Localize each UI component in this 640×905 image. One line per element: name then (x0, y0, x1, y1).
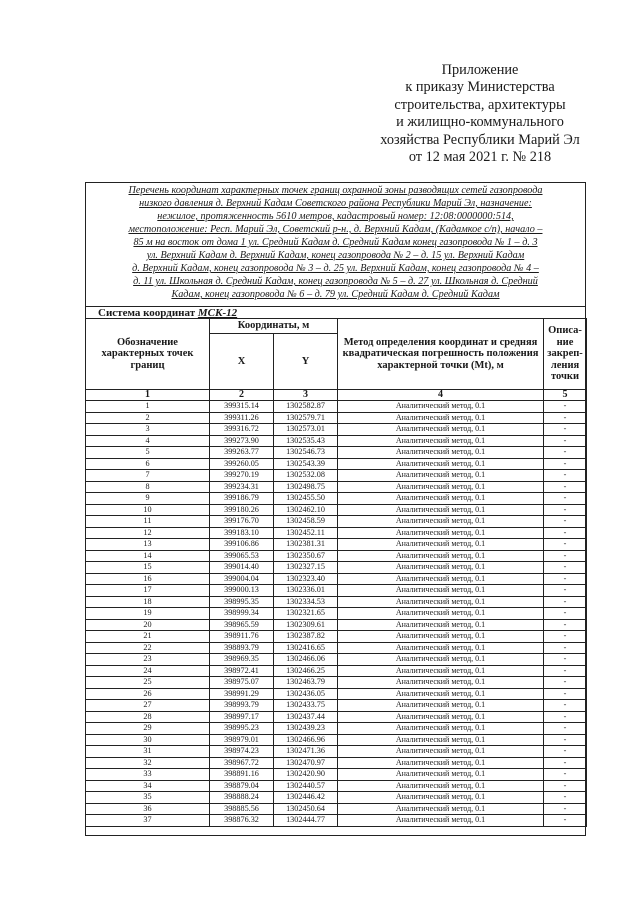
y-coordinate: 1302334.53 (274, 596, 338, 608)
table-row (86, 596, 587, 608)
fixing-description: - (544, 780, 587, 792)
x-coordinate: 399180.26 (210, 504, 274, 516)
fixing-description: - (544, 746, 587, 758)
y-coordinate: 1302446.42 (274, 792, 338, 804)
point-number: 32 (86, 757, 210, 769)
y-coordinate: 1302466.06 (274, 654, 338, 666)
y-coordinate: 1302387.82 (274, 631, 338, 643)
y-coordinate: 1302350.67 (274, 550, 338, 562)
column-number: 5 (544, 390, 587, 401)
method-text: Аналитический метод, 0.1 (338, 734, 544, 746)
caption-line: 85 м на восток от дома 1 ул. Средний Кадам д. Средний Кадам конец газопровода № 1 – д. 3 (133, 237, 538, 248)
fixing-description: - (544, 539, 587, 551)
method-text: Аналитический метод, 0.1 (338, 539, 544, 551)
y-coordinate: 1302498.75 (274, 481, 338, 493)
method-text: Аналитический метод, 0.1 (338, 447, 544, 459)
table-row (86, 470, 587, 482)
method-text: Аналитический метод, 0.1 (338, 792, 544, 804)
point-number: 11 (86, 516, 210, 528)
caption-line: местоположение: Респ. Марий Эл, Советский р-н., д. Верхний Кадам, (Кадамкое с/п), начало – (128, 224, 543, 235)
point-number: 5 (86, 447, 210, 459)
coordinate-system-value: МСК-12 (197, 307, 238, 319)
method-text: Аналитический метод, 0.1 (338, 550, 544, 562)
method-text: Аналитический метод, 0.1 (338, 711, 544, 723)
header-y: Y (274, 334, 338, 390)
method-text: Аналитический метод, 0.1 (338, 585, 544, 597)
x-coordinate: 398891.16 (210, 769, 274, 781)
table-row (86, 792, 587, 804)
y-coordinate: 1302450.64 (274, 803, 338, 815)
x-coordinate: 399106.86 (210, 539, 274, 551)
method-text: Аналитический метод, 0.1 (338, 470, 544, 482)
table-row (86, 711, 587, 723)
point-number: 7 (86, 470, 210, 482)
y-coordinate: 1302455.50 (274, 493, 338, 505)
fixing-description: - (544, 631, 587, 643)
x-coordinate: 399065.53 (210, 550, 274, 562)
point-number: 8 (86, 481, 210, 493)
method-text: Аналитический метод, 0.1 (338, 780, 544, 792)
y-coordinate: 1302462.10 (274, 504, 338, 516)
method-text: Аналитический метод, 0.1 (338, 723, 544, 735)
y-coordinate: 1302463.79 (274, 677, 338, 689)
fixing-description: - (544, 642, 587, 654)
table-row (86, 757, 587, 769)
method-text: Аналитический метод, 0.1 (338, 493, 544, 505)
method-text: Аналитический метод, 0.1 (338, 700, 544, 712)
x-coordinate: 399183.10 (210, 527, 274, 539)
point-number: 9 (86, 493, 210, 505)
x-coordinate: 398911.76 (210, 631, 274, 643)
fixing-description: - (544, 608, 587, 620)
table-row (86, 769, 587, 781)
fixing-description: - (544, 815, 587, 827)
y-coordinate: 1302546.73 (274, 447, 338, 459)
x-coordinate: 398969.35 (210, 654, 274, 666)
method-text: Аналитический метод, 0.1 (338, 562, 544, 574)
fixing-description: - (544, 401, 587, 413)
method-text: Аналитический метод, 0.1 (338, 458, 544, 470)
header-line: к приказу Министерства (405, 79, 555, 96)
coordinates-table (85, 318, 587, 827)
point-number: 19 (86, 608, 210, 620)
point-number: 28 (86, 711, 210, 723)
y-coordinate: 1302437.44 (274, 711, 338, 723)
x-coordinate: 398965.59 (210, 619, 274, 631)
y-coordinate: 1302416.65 (274, 642, 338, 654)
point-number: 4 (86, 435, 210, 447)
y-coordinate: 1302470.97 (274, 757, 338, 769)
x-coordinate: 398999.34 (210, 608, 274, 620)
x-coordinate: 398967.72 (210, 757, 274, 769)
x-coordinate: 399234.31 (210, 481, 274, 493)
table-row (86, 585, 587, 597)
y-coordinate: 1302321.65 (274, 608, 338, 620)
point-number: 21 (86, 631, 210, 643)
table-row (86, 481, 587, 493)
y-coordinate: 1302444.77 (274, 815, 338, 827)
fixing-description: - (544, 654, 587, 666)
x-coordinate: 399311.26 (210, 412, 274, 424)
point-number: 33 (86, 769, 210, 781)
table-row (86, 458, 587, 470)
fixing-description: - (544, 493, 587, 505)
caption-line: ул. Верхний Кадам д. Верхний Кадам, конец газопровода № 2 – д. 15 ул. Верхний Кадам (146, 250, 525, 261)
x-coordinate: 398876.32 (210, 815, 274, 827)
method-text: Аналитический метод, 0.1 (338, 435, 544, 447)
method-text: Аналитический метод, 0.1 (338, 746, 544, 758)
appendix-header (355, 62, 605, 166)
table-row (86, 815, 587, 827)
table-row (86, 516, 587, 528)
point-number: 20 (86, 619, 210, 631)
point-number: 6 (86, 458, 210, 470)
table-row (86, 412, 587, 424)
table-row (86, 573, 587, 585)
x-coordinate: 398979.01 (210, 734, 274, 746)
table-row (86, 539, 587, 551)
fixing-description: - (544, 711, 587, 723)
caption-line: д. Верхний Кадам, конец газопровода № 3 – д. 25 ул. Верхний Кадам, конец газопровода № 4 – (132, 263, 539, 274)
table-row (86, 631, 587, 643)
fixing-description: - (544, 470, 587, 482)
method-text: Аналитический метод, 0.1 (338, 631, 544, 643)
point-number: 35 (86, 792, 210, 804)
header-line: хозяйства Республики Марий Эл (380, 131, 580, 148)
y-coordinate: 1302439.23 (274, 723, 338, 735)
x-coordinate: 398888.24 (210, 792, 274, 804)
x-coordinate: 399000.13 (210, 585, 274, 597)
column-number: 1 (86, 390, 210, 401)
y-coordinate: 1302582.87 (274, 401, 338, 413)
table-row (86, 780, 587, 792)
method-text: Аналитический метод, 0.1 (338, 688, 544, 700)
y-coordinate: 1302323.40 (274, 573, 338, 585)
point-number: 17 (86, 585, 210, 597)
method-text: Аналитический метод, 0.1 (338, 642, 544, 654)
x-coordinate: 398972.41 (210, 665, 274, 677)
point-number: 2 (86, 412, 210, 424)
x-coordinate: 399014.40 (210, 562, 274, 574)
x-coordinate: 399176.70 (210, 516, 274, 528)
point-number: 16 (86, 573, 210, 585)
table-row (86, 665, 587, 677)
y-coordinate: 1302466.25 (274, 665, 338, 677)
point-number: 22 (86, 642, 210, 654)
header-line: строительства, архитектуры (394, 96, 566, 113)
point-number: 24 (86, 665, 210, 677)
method-text: Аналитический метод, 0.1 (338, 769, 544, 781)
fixing-description: - (544, 677, 587, 689)
table-row (86, 734, 587, 746)
point-number: 29 (86, 723, 210, 735)
point-number: 26 (86, 688, 210, 700)
point-number: 34 (86, 780, 210, 792)
method-text: Аналитический метод, 0.1 (338, 757, 544, 769)
method-text: Аналитический метод, 0.1 (338, 516, 544, 528)
y-coordinate: 1302433.75 (274, 700, 338, 712)
fixing-description: - (544, 435, 587, 447)
fixing-description: - (544, 803, 587, 815)
table-row (86, 803, 587, 815)
point-number: 30 (86, 734, 210, 746)
x-coordinate: 399316.72 (210, 424, 274, 436)
x-coordinate: 399004.04 (210, 573, 274, 585)
table-row (86, 688, 587, 700)
table-row (86, 504, 587, 516)
y-coordinate: 1302440.57 (274, 780, 338, 792)
fixing-description: - (544, 769, 587, 781)
caption-line: низкого давления д. Верхний Кадам Советского района Республики Марий Эл, назначение: (139, 198, 532, 209)
header-line: Приложение (441, 62, 519, 78)
table-row (86, 642, 587, 654)
caption-line: Кадам, конец газопровода № 6 – д. 79 ул. Средний Кадам д. Средний Кадам (171, 289, 500, 300)
point-number: 36 (86, 803, 210, 815)
x-coordinate: 398974.23 (210, 746, 274, 758)
x-coordinate: 399260.05 (210, 458, 274, 470)
point-number: 10 (86, 504, 210, 516)
coordinate-system (86, 306, 585, 318)
caption-line: д. 11 ул. Школьная д. Средний Кадам, конец газопровода № 5 – д. 27 ул. Школьная д. Средний (133, 276, 538, 287)
point-number: 1 (86, 401, 210, 413)
fixing-description: - (544, 481, 587, 493)
table-row (86, 493, 587, 505)
table-row (86, 401, 587, 413)
caption-line: нежилое, протяженность 5610 метров, кадастровый номер: 12:08:0000000:514, (157, 211, 514, 222)
table-caption (86, 184, 585, 301)
x-coordinate: 398975.07 (210, 677, 274, 689)
header-line: и жилищно-коммунального (396, 114, 564, 131)
coordinate-system-label: Система координат (98, 307, 198, 319)
header-line: от 12 мая 2021 г. № 218 (408, 149, 552, 166)
fixing-description: - (544, 585, 587, 597)
x-coordinate: 398879.04 (210, 780, 274, 792)
table-row (86, 677, 587, 689)
fixing-description: - (544, 447, 587, 459)
x-coordinate: 399273.90 (210, 435, 274, 447)
point-number: 12 (86, 527, 210, 539)
point-number: 25 (86, 677, 210, 689)
x-coordinate: 399270.19 (210, 470, 274, 482)
x-coordinate: 398995.35 (210, 596, 274, 608)
y-coordinate: 1302535.43 (274, 435, 338, 447)
y-coordinate: 1302327.15 (274, 562, 338, 574)
header-coordinates: Координаты, м (210, 319, 338, 334)
method-text: Аналитический метод, 0.1 (338, 654, 544, 666)
fixing-description: - (544, 734, 587, 746)
column-number: 4 (338, 390, 544, 401)
method-text: Аналитический метод, 0.1 (338, 424, 544, 436)
table-row (86, 723, 587, 735)
point-number: 27 (86, 700, 210, 712)
table-row (86, 562, 587, 574)
fixing-description: - (544, 550, 587, 562)
table-row (86, 619, 587, 631)
fixing-description: - (544, 688, 587, 700)
column-number: 2 (210, 390, 274, 401)
method-text: Аналитический метод, 0.1 (338, 608, 544, 620)
method-text: Аналитический метод, 0.1 (338, 573, 544, 585)
header-x: X (210, 334, 274, 390)
header-designation: Обозначение характерных точек границ (86, 319, 210, 390)
method-text: Аналитический метод, 0.1 (338, 401, 544, 413)
point-number: 3 (86, 424, 210, 436)
x-coordinate: 398885.56 (210, 803, 274, 815)
x-coordinate: 398993.79 (210, 700, 274, 712)
caption-line: Перечень координат характерных точек границ охранной зоны разводящих сетей газопровода (128, 185, 543, 196)
y-coordinate: 1302309.61 (274, 619, 338, 631)
fixing-description: - (544, 458, 587, 470)
fixing-description: - (544, 516, 587, 528)
method-text: Аналитический метод, 0.1 (338, 815, 544, 827)
y-coordinate: 1302466.96 (274, 734, 338, 746)
table-row (86, 746, 587, 758)
table-row (86, 527, 587, 539)
x-coordinate: 398995.23 (210, 723, 274, 735)
table-body (86, 401, 587, 827)
method-text: Аналитический метод, 0.1 (338, 527, 544, 539)
y-coordinate: 1302336.01 (274, 585, 338, 597)
fixing-description: - (544, 700, 587, 712)
y-coordinate: 1302420.90 (274, 769, 338, 781)
fixing-description: - (544, 412, 587, 424)
fixing-description: - (544, 757, 587, 769)
point-number: 31 (86, 746, 210, 758)
header-description: Описа-ние закреп-ления точки (544, 319, 587, 390)
fixing-description: - (544, 619, 587, 631)
point-number: 37 (86, 815, 210, 827)
y-coordinate: 1302452.11 (274, 527, 338, 539)
x-coordinate: 399263.77 (210, 447, 274, 459)
fixing-description: - (544, 573, 587, 585)
y-coordinate: 1302381.31 (274, 539, 338, 551)
fixing-description: - (544, 562, 587, 574)
y-coordinate: 1302532.08 (274, 470, 338, 482)
x-coordinate: 398991.29 (210, 688, 274, 700)
column-number: 3 (274, 390, 338, 401)
method-text: Аналитический метод, 0.1 (338, 619, 544, 631)
x-coordinate: 399315.14 (210, 401, 274, 413)
point-number: 15 (86, 562, 210, 574)
x-coordinate: 398893.79 (210, 642, 274, 654)
fixing-description: - (544, 424, 587, 436)
fixing-description: - (544, 792, 587, 804)
fixing-description: - (544, 723, 587, 735)
y-coordinate: 1302458.59 (274, 516, 338, 528)
y-coordinate: 1302543.39 (274, 458, 338, 470)
fixing-description: - (544, 504, 587, 516)
method-text: Аналитический метод, 0.1 (338, 596, 544, 608)
method-text: Аналитический метод, 0.1 (338, 677, 544, 689)
fixing-description: - (544, 665, 587, 677)
method-text: Аналитический метод, 0.1 (338, 803, 544, 815)
fixing-description: - (544, 527, 587, 539)
y-coordinate: 1302471.36 (274, 746, 338, 758)
table-row (86, 608, 587, 620)
table-row (86, 654, 587, 666)
point-number: 14 (86, 550, 210, 562)
method-text: Аналитический метод, 0.1 (338, 481, 544, 493)
table-row (86, 435, 587, 447)
method-text: Аналитический метод, 0.1 (338, 504, 544, 516)
y-coordinate: 1302436.05 (274, 688, 338, 700)
table-row (86, 424, 587, 436)
table-row (86, 550, 587, 562)
table-row (86, 700, 587, 712)
method-text: Аналитический метод, 0.1 (338, 665, 544, 677)
point-number: 18 (86, 596, 210, 608)
x-coordinate: 399186.79 (210, 493, 274, 505)
x-coordinate: 398997.17 (210, 711, 274, 723)
y-coordinate: 1302579.71 (274, 412, 338, 424)
point-number: 13 (86, 539, 210, 551)
fixing-description: - (544, 596, 587, 608)
header-method: Метод определения координат и средняя квадратическая погрешность положения характерной точки (Mt), м (338, 319, 544, 390)
table-row (86, 447, 587, 459)
method-text: Аналитический метод, 0.1 (338, 412, 544, 424)
y-coordinate: 1302573.01 (274, 424, 338, 436)
point-number: 23 (86, 654, 210, 666)
